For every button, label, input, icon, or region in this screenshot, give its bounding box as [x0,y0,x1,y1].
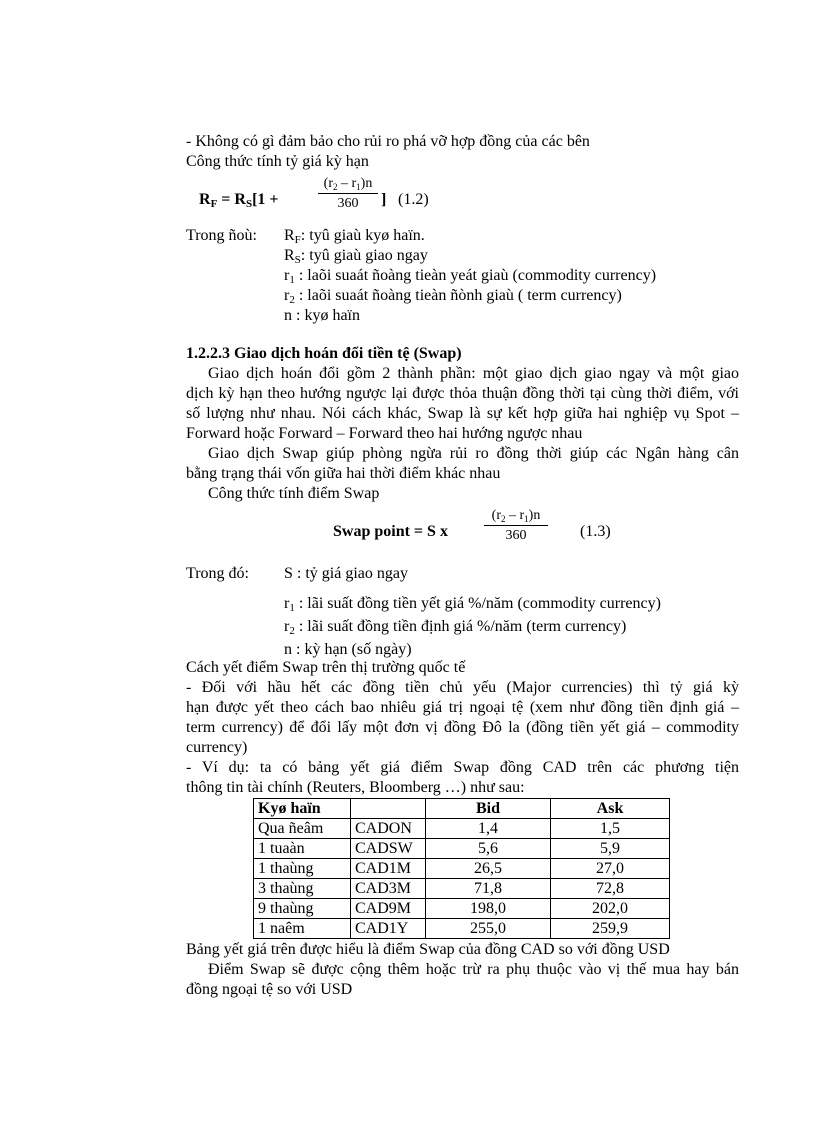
cell-bid: 5,6 [426,839,551,859]
table-row [254,819,670,839]
cell-bid: 255,0 [426,919,551,939]
cell-term: 1 thaùng [254,859,351,879]
table-row [254,839,670,859]
quote-method-title: Cách yết điểm Swap trên thị trường quốc tế [186,659,466,676]
cell-code: CAD9M [351,899,426,919]
cell-term: 3 thaùng [254,879,351,899]
cell-ask: 202,0 [551,899,670,919]
formula-1-3-fraction: $(r_2 - r_1)n$ 360 [484,508,548,544]
formula-1-3-label: (1.3) [580,523,611,540]
where2-item-r2: $r_2$ : lãi suất đồng tiền định giá %/năm (term currency) [284,618,627,637]
col-header-bid: Bid [426,799,551,819]
swap-add-line-1: Điểm Swap sẽ được cộng thêm hoặc trừ ra phụ thuộc vào vị thế mua hay bán [208,961,739,978]
cell-code: CAD3M [351,879,426,899]
table-row [254,879,670,899]
where1-item-r2: $r_2$ : laõi suaát ñoàng tieàn ñònh giaù ( term currency) [284,287,622,306]
cell-bid: 26,5 [426,859,551,879]
where2-item-r1: $r_1$ : lãi suất đồng tiền yết giá %/năm (commodity currency) [284,595,661,614]
swap-paragraph-line-3: số lượng như nhau. Nói cách khác, Swap là sự kết hợp giữa hai nghiệp vụ Spot – [186,405,739,422]
cell-term: 9 thaùng [254,899,351,919]
formula-1-2-bracket-close: ] [381,191,387,208]
forward-formula-title: Công thức tính tỷ giá kỳ hạn [186,153,369,170]
swap-hedge-line-1: Giao dịch Swap giúp phòng ngừa rủi ro đồng thời giúp các Ngân hàng cân [208,445,739,462]
cell-ask: 1,5 [551,819,670,839]
table-row [254,899,670,919]
table-row [254,919,670,939]
cell-bid: 198,0 [426,899,551,919]
cell-ask: 72,8 [551,879,670,899]
col-header-ask: Ask [551,799,670,819]
cad-swap-table [253,798,670,939]
cell-term: 1 tuaàn [254,839,351,859]
where1-item-rs: $R_S$: tyû giaù giao ngay [284,247,428,266]
formula-1-2-fraction: $(r_2 - r_1)n$ 360 [318,176,378,212]
major-line-4: currency) [186,739,248,756]
swap-formula-title: Công thức tính điểm Swap [208,485,380,502]
section-heading-swap: 1.2.2.3 Giao dịch hoán đổi tiền tệ (Swap) [186,345,462,362]
cell-bid: 1,4 [426,819,551,839]
cell-bid: 71,8 [426,879,551,899]
major-line-2: hạn được yết theo cách bao nhiêu giá trị ngoại tệ (xem như đồng tiền định giá – [186,699,739,716]
formula-1-2-label: (1.2) [398,191,429,208]
formula-1-3-lhs: Swap point = S x [333,523,448,540]
swap-paragraph-line-4: Forward hoặc Forward – Forward theo hai hướng ngược nhau [186,425,583,442]
where-lead-1: Trong ñoù: [186,227,257,244]
where2-item-s: S : tỷ giá giao ngay [284,565,408,582]
cell-code: CAD1Y [351,919,426,939]
where1-item-r1: $r_1$ : laõi suaát ñoàng tieàn yeát giaù (commodity currency) [284,267,657,286]
formula-1-2-lhs: $R_F = R_S[1$ + [199,191,279,210]
cell-code: CADON [351,819,426,839]
example-line-2: thông tin tài chính (Reuters, Bloomberg …) như sau: [186,779,525,796]
where1-item-rf: $R_F$: tyû giaù kyø haïn. [284,227,425,246]
cell-ask: 5,9 [551,839,670,859]
major-line-1: - Đối với hầu hết các đồng tiền chủ yếu (Major currencies) thì tỷ giá kỳ [186,679,739,696]
cell-code: CADSW [351,839,426,859]
cell-term: Qua ñeâm [254,819,351,839]
table-row [254,859,670,879]
cell-code: CAD1M [351,859,426,879]
col-header-term: Kyø haïn [254,799,351,819]
cell-ask: 27,0 [551,859,670,879]
risk-bullet: - Không có gì đảm bảo cho rủi ro phá vỡ hợp đồng của các bên [186,133,590,150]
swap-add-line-2: đồng ngoại tệ so với USD [186,981,353,998]
table-note: Bảng yết giá trên được hiểu là điểm Swap của đồng CAD so với đồng USD [186,941,670,958]
swap-paragraph-line-1: Giao dịch hoán đổi gồm 2 thành phần: một giao dịch giao ngay và một giao [208,365,739,382]
major-line-3: term currency) để đổi lấy một đơn vị đồng Đô la (đồng tiền yết giá – commodity [186,719,739,736]
table-header-row [254,799,670,819]
example-line-1: - Ví dụ: ta có bảng yết giá điểm Swap đồng CAD trên các phương tiện [186,759,739,776]
swap-paragraph-line-2: dịch kỳ hạn theo hướng ngược lại được thỏa thuận đồng thời tại cùng thời điểm, với [186,385,739,402]
col-header-code [351,799,426,819]
where-lead-2: Trong đó: [186,565,249,582]
cell-ask: 259,9 [551,919,670,939]
swap-hedge-line-2: bằng trạng thái vốn giữa hai thời điểm khác nhau [186,465,501,482]
where1-item-n: n : kyø haïn [284,307,360,324]
where2-item-n: n : kỳ hạn (số ngày) [284,641,412,658]
cell-term: 1 naêm [254,919,351,939]
